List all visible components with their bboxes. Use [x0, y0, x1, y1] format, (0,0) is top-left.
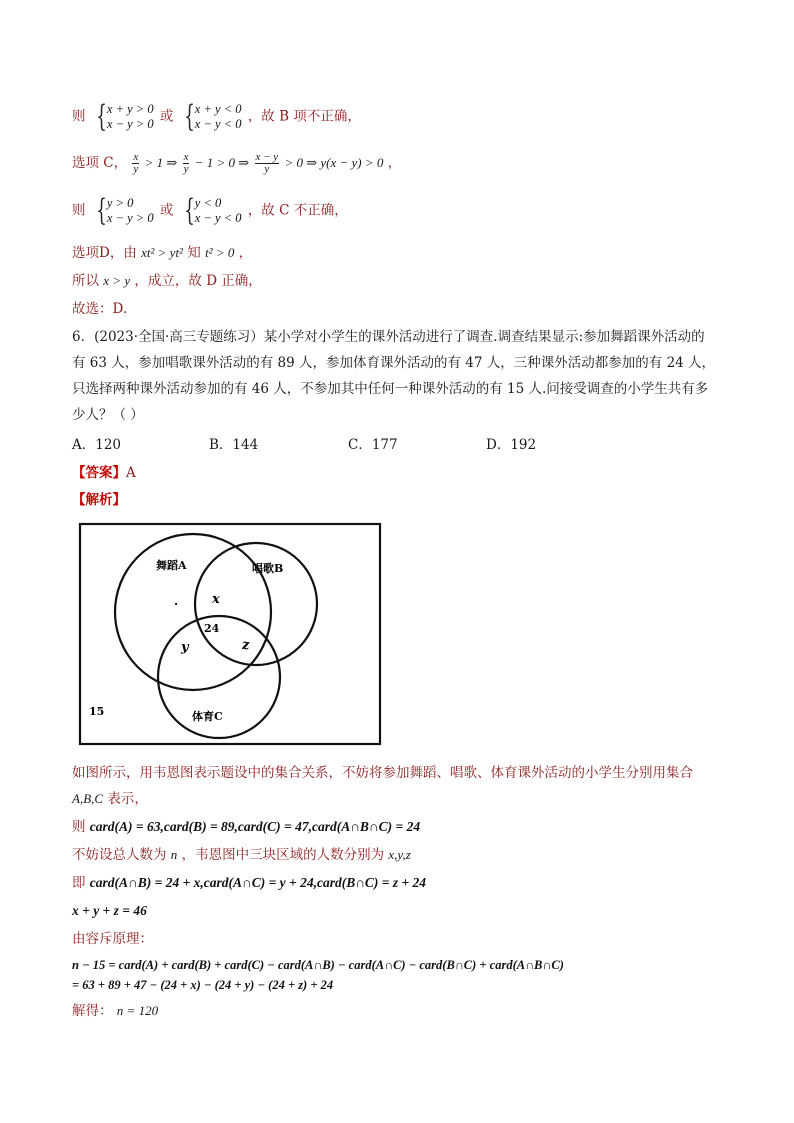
- text: 或: [159, 108, 174, 125]
- text: 选项 C，: [72, 155, 128, 171]
- label-x: x: [212, 592, 220, 607]
- line-choose: [72, 300, 127, 318]
- solution-line: [72, 902, 147, 920]
- solution-line: [72, 1002, 158, 1020]
- math: t² > 0: [205, 245, 235, 260]
- text: ，故 B 项不正确，: [247, 108, 361, 125]
- text: 则: [72, 202, 86, 219]
- option-c[interactable]: C．177: [348, 437, 398, 453]
- label-set-b: 唱歌B: [252, 562, 284, 575]
- system-row: x − y > 0: [106, 117, 154, 131]
- option-b[interactable]: B．144: [209, 437, 259, 453]
- option-d[interactable]: D．192: [486, 437, 537, 453]
- universe-rect: [80, 524, 380, 744]
- label-z: z: [242, 638, 250, 653]
- text: ，故 C 不正确，: [247, 202, 348, 219]
- system-row: x + y > 0: [106, 102, 154, 116]
- math: n − 15 = card(A) + card(B) + card(C) − card(A∩B) − card(A∩C) − card(B∩C) + card(A∩B∩C): [72, 958, 564, 972]
- solution-line: [72, 874, 426, 892]
- fraction: $\frac{x - y}{y}$: [255, 151, 279, 175]
- system-2: { x + y < 0 x − y < 0: [183, 99, 242, 134]
- text: ，韦恩图中三块区域的人数分别为: [181, 847, 385, 863]
- line-option-c: [72, 152, 401, 175]
- system-2: { y < 0 x − y < 0: [183, 193, 242, 228]
- label-outside: 15: [89, 705, 105, 718]
- text: 则: [72, 819, 86, 835]
- text: 选项D，由: [72, 245, 137, 261]
- math: − 1 > 0 ⇒: [194, 155, 250, 170]
- text: ，: [387, 155, 402, 171]
- system-row: x − y < 0: [194, 117, 242, 131]
- math: xt² > yt²: [141, 245, 183, 260]
- line-case-b: [72, 99, 361, 134]
- text: 即: [72, 875, 86, 891]
- analysis-line: [72, 491, 126, 509]
- math: x > y: [103, 273, 131, 288]
- label-set-c: 体育C: [192, 710, 223, 723]
- question-line: 6．(2023·全国·高三专题练习）某小学对小学生的课外活动进行了调查.调查结果显示:参加舞蹈课外活动的: [72, 329, 705, 345]
- solution-line: 如图所示，用韦恩图表示题设中的集合关系，不妨将参加舞蹈、唱歌、体育课外活动的小学生分别用集合: [72, 765, 693, 781]
- math: x + y + z = 46: [72, 903, 147, 918]
- math: x,y,z: [388, 847, 411, 862]
- system-row: x + y < 0: [194, 102, 242, 116]
- answer-line: [72, 464, 136, 482]
- text: ，成立，故 D 正确，: [134, 273, 262, 289]
- system-1: { x + y > 0 x − y > 0: [96, 99, 154, 134]
- math: A,B,C: [72, 791, 104, 806]
- question-line: 有 63 人，参加唱歌课外活动的有 89 人，参加体育课外活动的有 47 人，三种课外活动都参加的有 24 人，: [72, 355, 716, 371]
- math: n = 120: [116, 1003, 159, 1018]
- text: 解得：: [72, 1003, 113, 1019]
- fraction: $\frac{x}{y}$: [133, 151, 139, 175]
- text: 则: [72, 108, 86, 125]
- solution-line: [72, 846, 411, 864]
- text: 知: [187, 245, 201, 261]
- text: 故选：D.: [72, 301, 128, 317]
- solution-line: [72, 956, 564, 974]
- venn-diagram: [78, 522, 384, 748]
- label-y: y: [181, 640, 189, 655]
- system-row: y < 0: [194, 196, 222, 210]
- option-a[interactable]: A．120: [72, 437, 122, 453]
- answer-value: A: [126, 465, 136, 481]
- analysis-label: 【解析】: [72, 492, 126, 508]
- math: > 1 ⇒: [144, 155, 178, 170]
- text: 或: [159, 202, 174, 219]
- system-row: x − y > 0: [106, 211, 154, 225]
- solution-line: [72, 790, 148, 808]
- text: 不妨设总人数为: [72, 847, 167, 863]
- solution-line: [72, 818, 420, 836]
- solution-line: 由容斥原理：: [72, 931, 153, 947]
- fraction: $\frac{x}{y}$: [183, 151, 189, 175]
- math: card(A) = 63,card(B) = 89,card(C) = 47,card(A∩B∩C) = 24: [89, 819, 421, 834]
- line-option-d: [72, 244, 252, 262]
- question-line: 少人？（ ）: [72, 407, 144, 423]
- dot-mark: .: [174, 594, 179, 608]
- label-center: 24: [204, 622, 220, 635]
- math: n: [170, 847, 178, 862]
- text: 表示，: [107, 791, 148, 807]
- question-line: 只选择两种课外活动参加的有 46 人，不参加其中任何一种课外活动的有 15 人.问接受调查的小学生共有多: [72, 381, 709, 397]
- solution-line: [72, 976, 333, 994]
- system-row: x − y < 0: [194, 211, 242, 225]
- system-row: y > 0: [106, 196, 134, 210]
- options-row: [72, 436, 672, 454]
- math: = 63 + 89 + 47 − (24 + x) − (24 + y) − (24 + z) + 24: [72, 978, 334, 992]
- text: 所以: [72, 273, 99, 289]
- line-conclusion: [72, 272, 262, 290]
- line-case-c: [72, 193, 348, 228]
- text: ，: [238, 245, 253, 261]
- label-set-a: 舞蹈A: [156, 559, 187, 572]
- math: > 0 ⇒ y(x − y) > 0: [284, 155, 384, 170]
- answer-label: 【答案】: [72, 465, 126, 481]
- circle-a: [115, 534, 271, 690]
- system-1: { y > 0 x − y > 0: [96, 193, 154, 228]
- math: card(A∩B) = 24 + x,card(A∩C) = y + 24,card(B∩C) = z + 24: [89, 875, 427, 890]
